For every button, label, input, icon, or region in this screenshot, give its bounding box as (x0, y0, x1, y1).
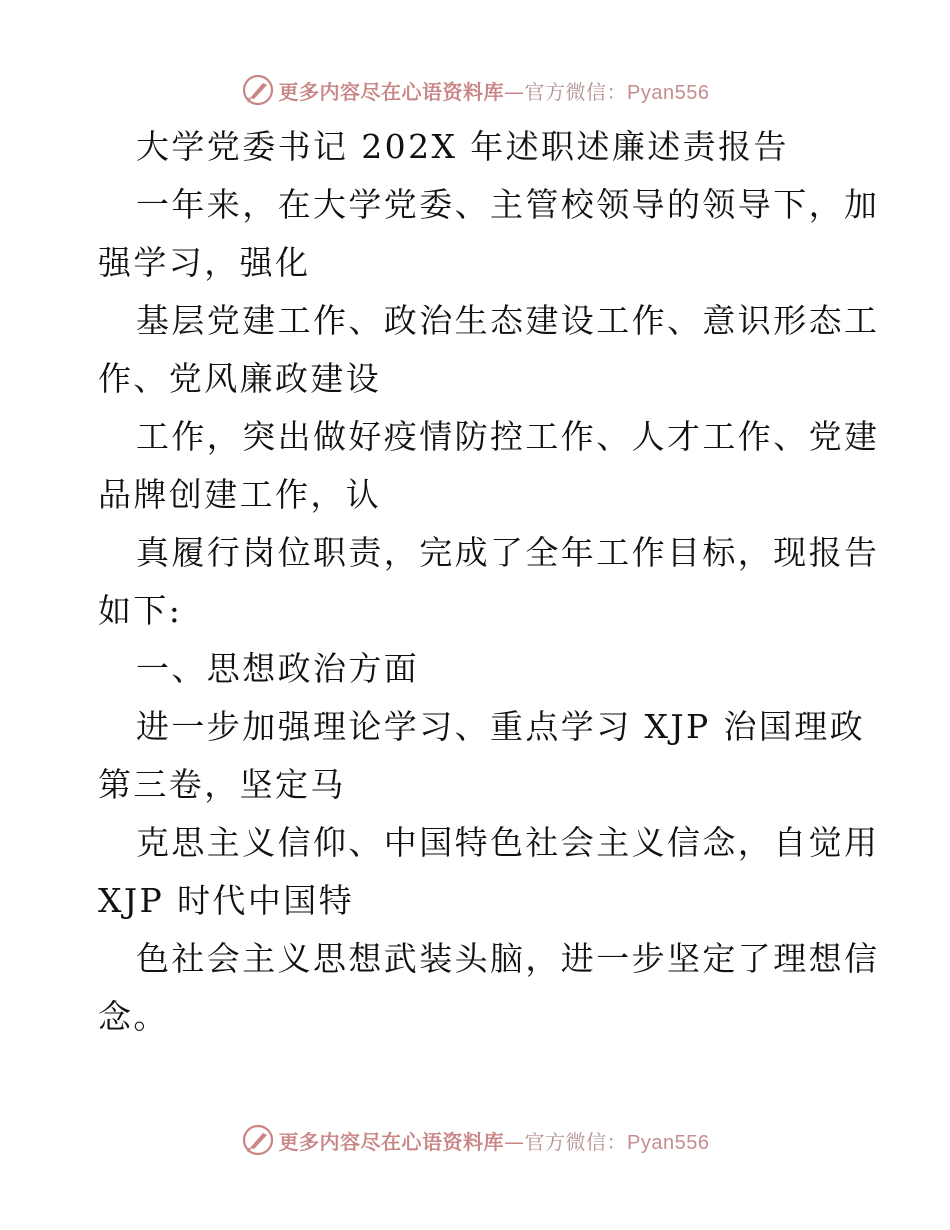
footer-watermark (0, 1120, 950, 1160)
watermark-wechat-id: Pyan556 (627, 1131, 710, 1154)
document-body (98, 118, 880, 1046)
watermark-main-text: 更多内容尽在心语资料库 (278, 1129, 505, 1154)
header-watermark (0, 70, 950, 110)
quill-logo-icon (241, 73, 275, 107)
watermark-wechat-id: Pyan556 (627, 81, 710, 104)
quill-logo-icon (241, 1123, 275, 1157)
paragraph-line: 真履行岗位职责，完成了全年工作目标，现报告 (136, 533, 880, 572)
paragraph-line: 强学习，强化 (98, 243, 311, 282)
paragraph-line: 品牌创建工作，认 (98, 475, 382, 514)
paragraph-line: 念。 (98, 997, 169, 1036)
paragraph-line: XJP 时代中国特 (98, 881, 355, 920)
paragraph-line: 一年来，在大学党委、主管校领导的领导下，加 (136, 185, 880, 224)
paragraph-line: 色社会主义思想武装头脑，进一步坚定了理想信 (136, 939, 880, 978)
paragraph-line: 进一步加强理论学习、重点学习 XJP 治国理政 (136, 707, 866, 746)
watermark-dash: — (504, 1129, 525, 1154)
paragraph-line: 克思主义信仰、中国特色社会主义信念，自觉用 (136, 823, 880, 862)
section-heading: 一、思想政治方面 (136, 649, 420, 688)
paragraph-line: 如下: (98, 591, 183, 630)
watermark-wechat-label: 官方微信： (524, 79, 628, 104)
watermark-wechat-label: 官方微信： (524, 1129, 628, 1154)
document-title: 大学党委书记 202X 年述职述廉述责报告 (136, 127, 789, 166)
paragraph-line: 工作，突出做好疫情防控工作、人才工作、党建 (136, 417, 880, 456)
paragraph-line: 作、党风廉政建设 (98, 359, 382, 398)
watermark-main-text: 更多内容尽在心语资料库 (278, 79, 505, 104)
paragraph-line: 第三卷，坚定马 (98, 765, 346, 804)
watermark-dash: — (504, 79, 525, 104)
paragraph-line: 基层党建工作、政治生态建设工作、意识形态工 (136, 301, 880, 340)
